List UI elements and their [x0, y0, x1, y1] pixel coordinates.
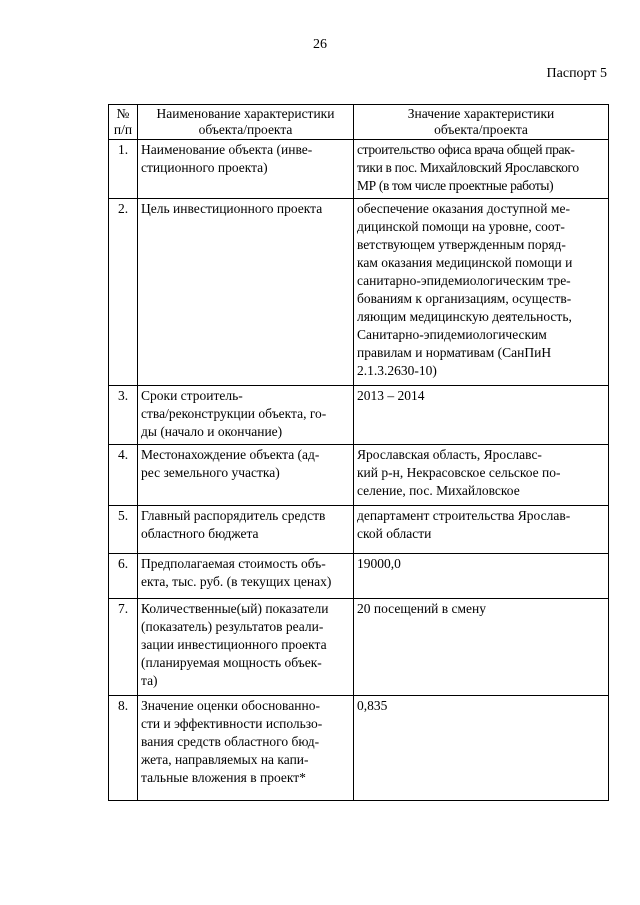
row-value: 20 посещений в смену — [354, 599, 609, 696]
table-row — [109, 445, 609, 506]
row-number: 2. — [109, 199, 138, 386]
row-value: строительство офиса врача общей прак- тики в пос. Михайловский Ярославского МР (в том числе проектные работы) — [354, 140, 609, 199]
table-row — [109, 506, 609, 554]
row-number: 4. — [109, 445, 138, 506]
row-name: Цель инвестиционного проекта — [138, 199, 354, 386]
table-row — [109, 199, 609, 386]
table-row — [109, 696, 609, 801]
row-name: Значение оценки обоснованно- сти и эффективности использо- вания средств областного бюд- жета, направляемых на капи- тальные вложения в проект* — [138, 696, 354, 801]
header-characteristic-name: Наименование характеристики объекта/проекта — [138, 105, 354, 140]
passport-label: Паспорт 5 — [546, 66, 607, 81]
header-number: № п/п — [109, 105, 138, 140]
row-value: департамент строительства Ярослав- ской области — [354, 506, 609, 554]
table-row — [109, 140, 609, 199]
row-value: 0,835 — [354, 696, 609, 801]
header-characteristic-value: Значение характеристики объекта/проекта — [354, 105, 609, 140]
table-row — [109, 599, 609, 696]
row-name: Количественные(ый) показатели (показатель) результатов реали- зации инвестиционного проекта (планируемая мощность объек- та) — [138, 599, 354, 696]
row-value: Ярославская область, Ярославс- кий р-н, Некрасовское сельское по- селение, пос. Михайловское — [354, 445, 609, 506]
row-value: 19000,0 — [354, 554, 609, 599]
row-value: 2013 – 2014 — [354, 386, 609, 445]
page-number: 26 — [313, 37, 327, 52]
row-number: 1. — [109, 140, 138, 199]
row-name: Сроки строитель- ства/реконструкции объекта, го- ды (начало и окончание) — [138, 386, 354, 445]
row-value: обеспечение оказания доступной ме- дицинской помощи на уровне, соот- ветствующем утвержденным поряд- кам оказания медицинской помощи и санитарно-эпидемиологическим тре- бованиям к организациям, осуществ- ляющим медицинскую деятельность, Санитарно-эпидемиологическим правилам и нормативам (СанПиН 2.1.3.2630-10) — [354, 199, 609, 386]
row-name: Главный распорядитель средств областного бюджета — [138, 506, 354, 554]
row-number: 6. — [109, 554, 138, 599]
row-name: Предполагаемая стоимость объ- екта, тыс. руб. (в текущих ценах) — [138, 554, 354, 599]
passport-table — [108, 104, 609, 801]
row-number: 8. — [109, 696, 138, 801]
table-row — [109, 554, 609, 599]
table-row — [109, 386, 609, 445]
row-number: 7. — [109, 599, 138, 696]
row-number: 5. — [109, 506, 138, 554]
table-header-row — [109, 105, 609, 140]
row-name: Наименование объекта (инве- стиционного проекта) — [138, 140, 354, 199]
row-number: 3. — [109, 386, 138, 445]
row-name: Местонахождение объекта (ад- рес земельного участка) — [138, 445, 354, 506]
